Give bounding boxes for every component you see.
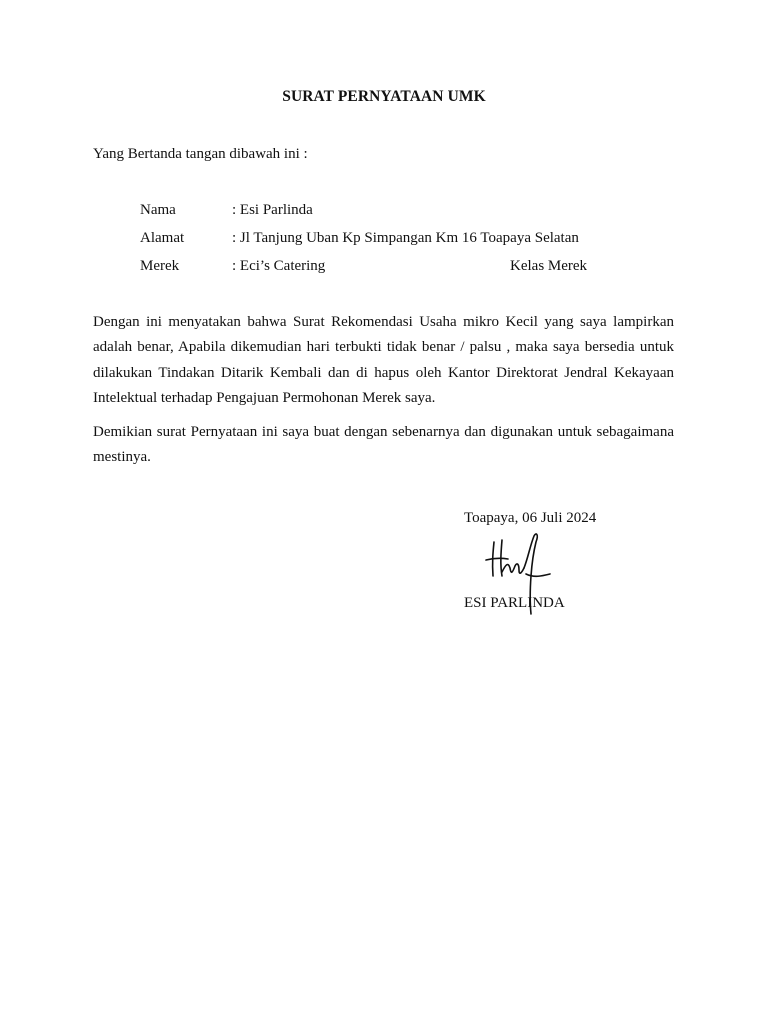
field-value: : Eci’s Catering	[232, 258, 326, 274]
field-row-nama	[140, 201, 610, 229]
document-title: SURAT PERNYATAAN UMK	[282, 88, 486, 105]
field-label: Nama	[140, 202, 176, 218]
identity-fields	[140, 201, 610, 285]
field-label: Alamat	[140, 230, 185, 246]
closing-paragraph: Demikian surat Pernyataan ini saya buat dengan sebenarnya dan digunakan untuk sebagaimana mestinya.	[93, 424, 674, 466]
statement-body	[93, 310, 674, 480]
field-row-merek	[140, 257, 610, 285]
field-row-alamat	[140, 229, 610, 257]
field-label: Merek	[140, 258, 180, 274]
brand-class-label: Kelas Merek	[510, 258, 588, 274]
signer-name: ESI PARLINDA	[464, 595, 565, 611]
place-date: Toapaya, 06 Juli 2024	[464, 510, 597, 526]
field-value: : Jl Tanjung Uban Kp Simpangan Km 16 Toapaya Selatan	[232, 230, 579, 246]
opening-line: Yang Bertanda tangan dibawah ini :	[93, 146, 308, 162]
field-value: : Esi Parlinda	[232, 202, 313, 218]
statement-paragraph: Dengan ini menyatakan bahwa Surat Rekomendasi Usaha mikro Kecil yang saya lampirkan adalah benar, Apabila dikemudian hari terbukti tidak benar / palsu , maka saya bersedia untuk dilakukan Tindakan Ditarik Kembali dan di hapus oleh Kantor Direktorat Jendral Kekayaan Intelektual terhadap Pengajuan Permohonan Merek saya.	[93, 314, 674, 406]
